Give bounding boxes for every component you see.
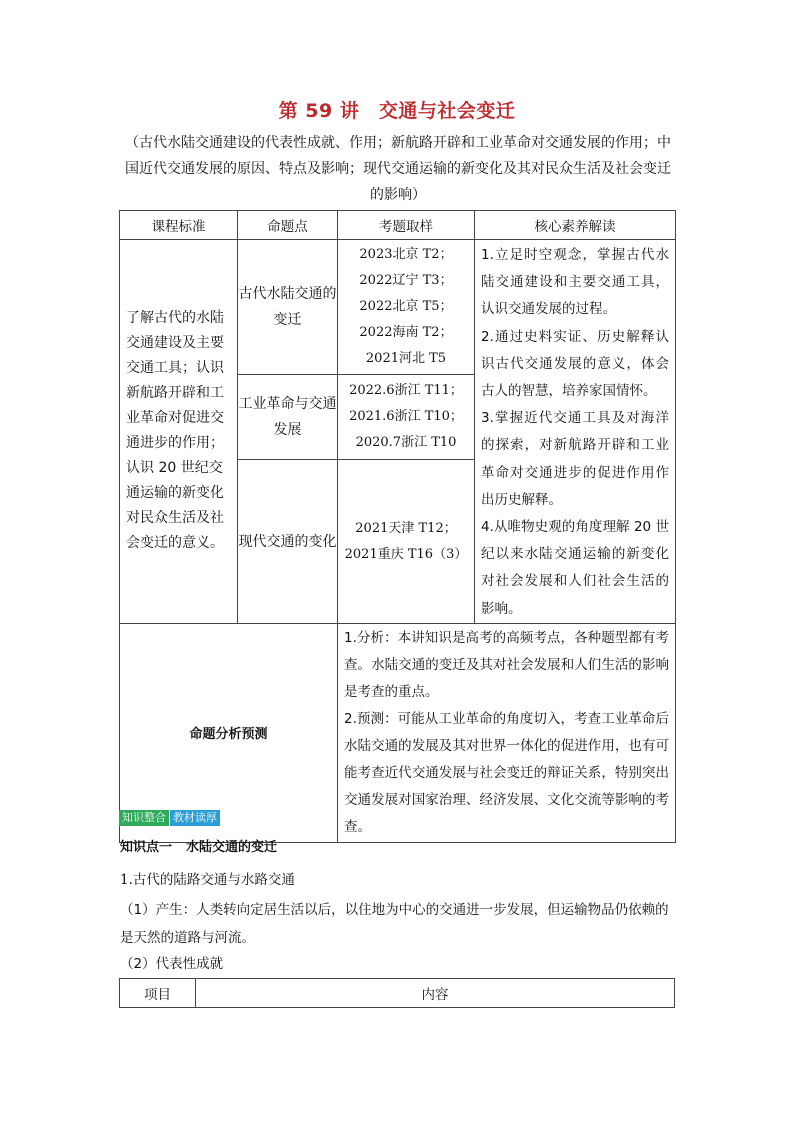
analysis-label: 命题分析预测 [120,623,338,842]
exam-item: 2021天津 T12； [355,520,457,536]
point-cell-3: 现代交通的变化 [238,460,338,624]
curriculum-cell: 了解古代的水陆交通建设及主要交通工具；认识新航路开辟和工业革命对促进交通进步的作用；认识 20 世纪交通运输的新变化对民众生活及社会变迁的意义。 [120,240,238,624]
knowledge-point-heading [120,836,277,855]
knowledge-point-title: 水陆交通的变迁 [186,840,278,855]
header-exams: 考题取样 [338,211,475,240]
knowledge-point-label: 知识点一 [120,840,173,855]
exam-cell-3 [338,460,475,624]
table-header-row [120,211,676,240]
header-item: 项目 [120,979,196,1008]
exam-item: 2021.6浙江 T10； [349,409,463,425]
exam-item: 2022海南 T2； [359,325,453,341]
exam-item: 2020.7浙江 T10 [355,435,457,451]
subheading-achievements: （2）代表性成就 [120,956,224,972]
exam-item: 2023北京 T2； [359,247,453,263]
analysis-item: 2.预测：可能从工业革命的角度切入，考查工业革命后水陆交通的发展及其对世界一体化的促进作用，也有可能考查近代交通发展与社会变迁的辩证关系，特别突出交通发展对国家治理、经济发展、文化交流等影响的考查。 [344,710,669,835]
exam-item: 2022.6浙江 T11； [349,383,463,399]
curriculum-table [119,210,676,843]
core-cell [475,240,676,624]
page-subtitle: （古代水陆交通建设的代表性成就、作用；新航路开辟和工业革命对交通发展的作用；中国近代交通发展的原因、特点及影响；现代交通运输的新变化及其对民众生活及社会变迁的影响） [125,135,671,203]
header-core: 核心素养解读 [475,211,676,240]
badge-knowledge: 知识整合 [119,810,169,826]
point-cell-1: 古代水陆交通的变迁 [238,240,338,375]
table-row [120,240,676,375]
exam-cell-2 [338,375,475,460]
exam-item: 2022北京 T5； [359,299,453,315]
exam-cell-1 [338,240,475,375]
section-heading: 1.古代的陆路交通与水路交通 [120,872,295,888]
table-header-row [120,979,675,1008]
badge-textbook: 教材读厚 [170,810,220,826]
achievements-table [119,978,675,1008]
header-curriculum: 课程标准 [120,211,238,240]
core-item: 3.掌握近代交通工具及对海洋的探索，对新航路开辟和工业革命对交通进步的促进作用作出历史解释。 [481,410,669,508]
core-item: 2.通过史料实证、历史解释认识古代交通发展的意义，体会古人的智慧，培养家国情怀。 [481,328,669,400]
core-item: 4.从唯物史观的角度理解 20 世纪以来水陆交通运输的新变化对社会发展和人们社会生活的影响。 [481,519,669,617]
exam-item: 2022辽宁 T3； [359,273,453,289]
section-badges [119,810,220,826]
paragraph-origin: （1）产生：人类转向定居生活以后，以住地为中心的交通进一步发展，但运输物品仍依赖的是天然的道路与河流。 [120,902,669,946]
header-content: 内容 [196,979,675,1008]
point-cell-2: 工业革命与交通发展 [238,375,338,460]
exam-item: 2021重庆 T16（3） [344,546,468,562]
core-item: 1.立足时空观念，掌握古代水陆交通建设和主要交通工具，认识交通发展的过程。 [481,247,669,318]
page-title: 第 59 讲 交通与社会变迁 [278,100,516,122]
header-points: 命题点 [238,211,338,240]
analysis-cell [338,623,676,842]
analysis-item: 1.分析：本讲知识是高考的高频考点，各种题型都有考查。水陆交通的变迁及其对社会发展和人们生活的影响是考查的重点。 [344,629,669,700]
exam-item: 2021河北 T5 [365,351,447,367]
